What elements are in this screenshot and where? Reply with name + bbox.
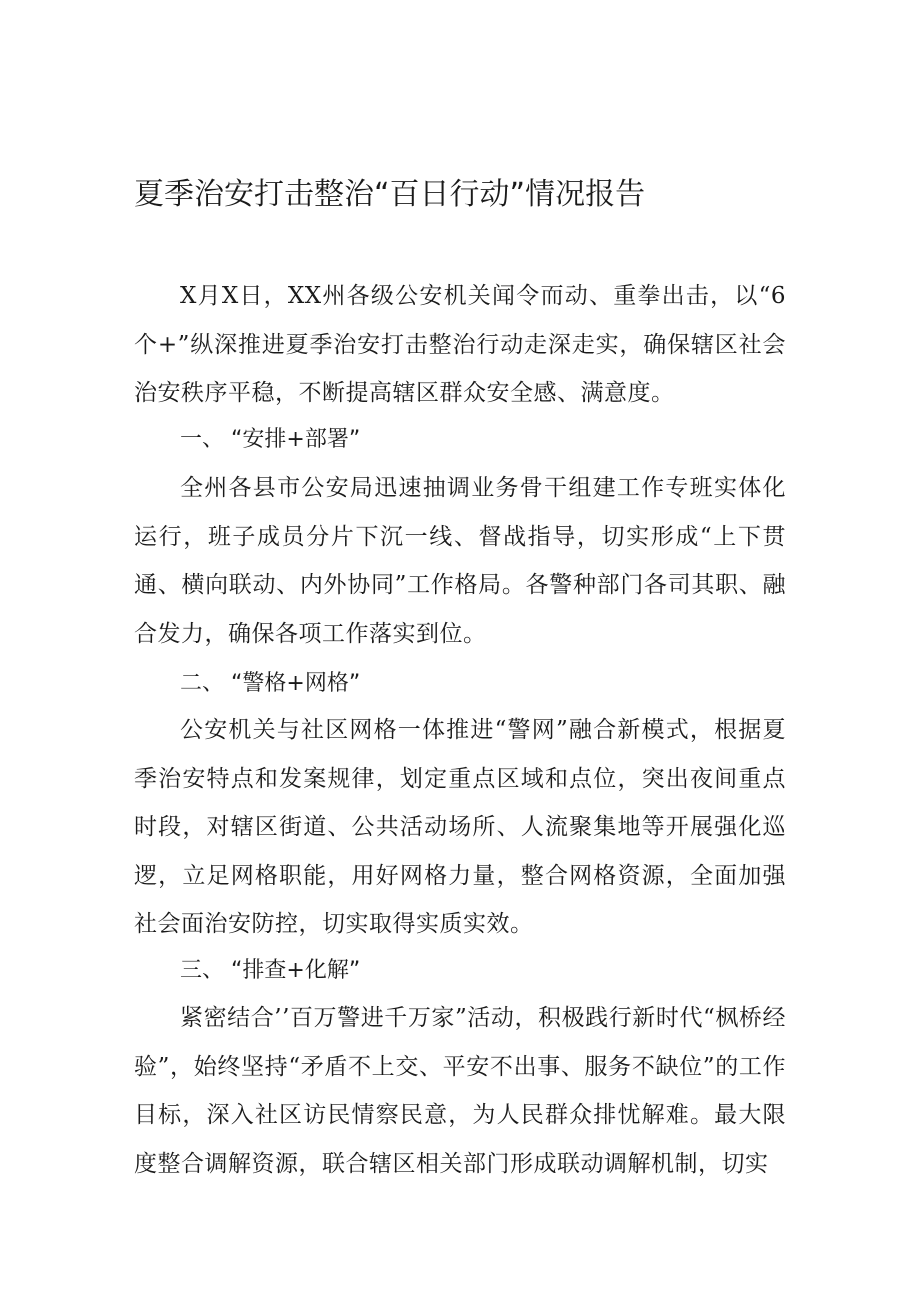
- section-heading-2: 二、 “警格+网格”: [180, 671, 361, 696]
- page-title: 夏季治安打击整治“百日行动”情况报告: [134, 177, 646, 212]
- section-body-2: 公安机关与社区网格一体推进“警网”融合新模式，根据夏季治安特点和发案规律，划定重点区域和点位，突出夜间重点时段，对辖区街道、公共活动场所、人流聚集地等开展强化巡逻，立足网格职能，用好网格力量，整合网格资源，全面加强社会面治安防控，切实取得实质实效。: [134, 717, 786, 937]
- section-heading-3: 三、 “排查+化解”: [180, 958, 361, 983]
- section-body-3: 紧密结合’’百万警进千万家”活动，积极践行新时代“枫桥经验”，始终坚持“矛盾不上交、平安不出事、服务不缺位”的工作目标，深入社区访民情察民意，为人民群众排忧解难。最大限度整合调解资源，联合辖区相关部门形成联动调解机制，切实: [134, 1005, 786, 1177]
- intro-paragraph: X月X日，XX州各级公安机关闻令而动、重拳出击，以“6个+”纵深推进夏季治安打击整治行动走深走实，确保辖区社会治安秩序平稳，不断提高辖区群众安全感、满意度。: [134, 283, 786, 406]
- section-heading-1: 一、 “安排+部署”: [180, 427, 361, 452]
- section-body-1: 全州各县市公安局迅速抽调业务骨干组建工作专班实体化运行，班子成员分片下沉一线、督战指导，切实形成“上下贯通、横向联动、内外协同”工作格局。各警种部门各司其职、融合发力，确保各项工作落实到位。: [134, 475, 786, 647]
